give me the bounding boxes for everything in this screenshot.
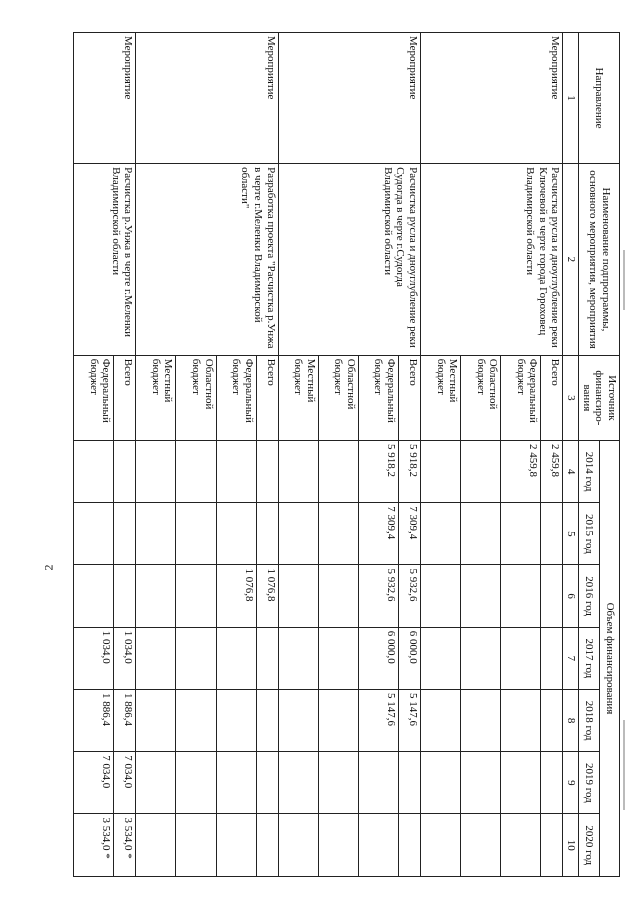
source-cell: Областной бюджет (176, 355, 216, 440)
value-cell (318, 440, 358, 502)
value-cell (461, 627, 501, 689)
value-cell (318, 503, 358, 565)
value-cell (216, 689, 256, 751)
source-cell: Местный бюджет (421, 355, 461, 440)
value-cell (278, 752, 318, 814)
value-cell (318, 689, 358, 751)
direction-cell: Мероприятие (278, 33, 420, 164)
value-cell: 3 534,0 * (114, 814, 136, 877)
source-cell: Федеральный бюджет (501, 355, 541, 440)
header-source: Источник финансиро-вания (579, 355, 620, 440)
value-cell (541, 752, 563, 814)
value-cell (216, 627, 256, 689)
value-cell (256, 814, 278, 877)
value-cell: 5 918,2 (398, 440, 420, 502)
value-cell: 5 932,6 (398, 565, 420, 627)
value-cell: 2 459,8 (501, 440, 541, 502)
value-cell (358, 814, 398, 877)
value-cell (541, 689, 563, 751)
value-cell (176, 627, 216, 689)
value-cell (176, 814, 216, 877)
value-cell: 5 147,6 (398, 689, 420, 751)
value-cell (176, 689, 216, 751)
value-cell (114, 503, 136, 565)
value-cell (216, 814, 256, 877)
value-cell (461, 565, 501, 627)
value-cell: 6 000,0 (358, 627, 398, 689)
value-cell: 3 534,0 * (74, 814, 114, 877)
source-cell: Всего (114, 355, 136, 440)
header-volume: Объем финансирования (599, 440, 619, 876)
header-year: 2014 год (579, 440, 599, 502)
column-number: 8 (563, 689, 579, 751)
value-cell (318, 752, 358, 814)
column-number: 9 (563, 752, 579, 814)
value-cell (74, 440, 114, 502)
value-cell: 7 309,4 (358, 503, 398, 565)
value-cell (358, 752, 398, 814)
value-cell (461, 689, 501, 751)
value-cell (278, 814, 318, 877)
table-row (114, 33, 136, 877)
column-number: 10 (563, 814, 579, 877)
column-number: 7 (563, 627, 579, 689)
column-number: 6 (563, 565, 579, 627)
value-cell (136, 440, 176, 502)
value-cell (541, 503, 563, 565)
value-cell (256, 503, 278, 565)
value-cell (501, 814, 541, 877)
table-row (398, 33, 420, 877)
scan-artifact-line (623, 250, 625, 310)
source-cell: Федеральный бюджет (216, 355, 256, 440)
value-cell (256, 440, 278, 502)
column-number: 2 (563, 164, 579, 356)
value-cell (278, 565, 318, 627)
value-cell (461, 752, 501, 814)
financing-table (73, 32, 620, 877)
value-cell (114, 565, 136, 627)
value-cell (421, 440, 461, 502)
page-number: 2 (41, 564, 56, 571)
scan-artifact-line (623, 720, 625, 810)
source-cell: Всего (398, 355, 420, 440)
value-cell (421, 689, 461, 751)
value-cell (501, 689, 541, 751)
header-year: 2016 год (579, 565, 599, 627)
value-cell (136, 689, 176, 751)
header-name: Наименование подпрограммы, основного мероприятия, мероприятия (579, 164, 620, 356)
value-cell (256, 627, 278, 689)
direction-cell: Мероприятие (136, 33, 278, 164)
source-cell: Федеральный бюджет (358, 355, 398, 440)
value-cell (176, 752, 216, 814)
value-cell (256, 689, 278, 751)
event-name-cell: Разработка проекта "Расчистка р.Унжа в черте г.Меленки Владимирской области" (136, 164, 278, 356)
header-year: 2019 год (579, 752, 599, 814)
value-cell (136, 627, 176, 689)
header-year: 2020 год (579, 814, 599, 877)
source-cell: Местный бюджет (136, 355, 176, 440)
value-cell (318, 814, 358, 877)
value-cell (461, 440, 501, 502)
value-cell: 5 918,2 (358, 440, 398, 502)
column-number: 1 (563, 33, 579, 164)
value-cell (278, 440, 318, 502)
value-cell: 5 932,6 (358, 565, 398, 627)
value-cell (278, 627, 318, 689)
value-cell (216, 503, 256, 565)
value-cell (216, 752, 256, 814)
value-cell: 5 147,6 (358, 689, 398, 751)
value-cell (541, 627, 563, 689)
value-cell (421, 814, 461, 877)
value-cell (74, 565, 114, 627)
value-cell: 7 034,0 (114, 752, 136, 814)
source-cell: Всего (541, 355, 563, 440)
value-cell: 2 459,8 (541, 440, 563, 502)
event-name-cell: Расчистка р.Унжа в черте г.Меленки Владимирской области (74, 164, 136, 356)
value-cell (136, 503, 176, 565)
value-cell (136, 814, 176, 877)
value-cell (114, 440, 136, 502)
value-cell: 1 034,0 (114, 627, 136, 689)
column-number: 4 (563, 440, 579, 502)
value-cell: 1 076,8 (256, 565, 278, 627)
value-cell (501, 752, 541, 814)
rotated-table-container (76, 32, 620, 877)
source-cell: Федеральный бюджет (74, 355, 114, 440)
value-cell (461, 503, 501, 565)
value-cell (541, 565, 563, 627)
value-cell (421, 752, 461, 814)
table-row (541, 33, 563, 877)
header-direction: Направление (579, 33, 620, 164)
value-cell: 1 034,0 (74, 627, 114, 689)
event-name-cell: Расчистка русла и дноуглубление реки Ключевой в черте города Гороховец Владимирской области (421, 164, 563, 356)
source-cell: Областной бюджет (461, 355, 501, 440)
value-cell (421, 565, 461, 627)
source-cell: Всего (256, 355, 278, 440)
value-cell (136, 752, 176, 814)
value-cell (176, 503, 216, 565)
value-cell (398, 752, 420, 814)
header-year: 2015 год (579, 503, 599, 565)
table-row (256, 33, 278, 877)
column-number: 5 (563, 503, 579, 565)
value-cell: 7 309,4 (398, 503, 420, 565)
value-cell: 6 000,0 (398, 627, 420, 689)
header-year: 2018 год (579, 689, 599, 751)
direction-cell: Мероприятие (74, 33, 136, 164)
value-cell (461, 814, 501, 877)
source-cell: Местный бюджет (278, 355, 318, 440)
value-cell (398, 814, 420, 877)
column-number: 3 (563, 355, 579, 440)
value-cell (421, 627, 461, 689)
value-cell (318, 565, 358, 627)
header-year: 2017 год (579, 627, 599, 689)
value-cell: 7 034,0 (74, 752, 114, 814)
event-name-cell: Расчистка русла и дноуглубление реки Судогда в черте г.Судогда Владимирской области (278, 164, 420, 356)
direction-cell: Мероприятие (421, 33, 563, 164)
value-cell (501, 565, 541, 627)
value-cell (176, 565, 216, 627)
value-cell: 1 886,4 (74, 689, 114, 751)
value-cell (278, 689, 318, 751)
value-cell (176, 440, 216, 502)
source-cell: Областной бюджет (318, 355, 358, 440)
value-cell (256, 752, 278, 814)
value-cell: 1 076,8 (216, 565, 256, 627)
value-cell (501, 503, 541, 565)
value-cell (74, 503, 114, 565)
value-cell (501, 627, 541, 689)
value-cell (541, 814, 563, 877)
value-cell (318, 627, 358, 689)
value-cell (136, 565, 176, 627)
value-cell (421, 503, 461, 565)
value-cell (278, 503, 318, 565)
value-cell: 1 886,4 (114, 689, 136, 751)
value-cell (216, 440, 256, 502)
